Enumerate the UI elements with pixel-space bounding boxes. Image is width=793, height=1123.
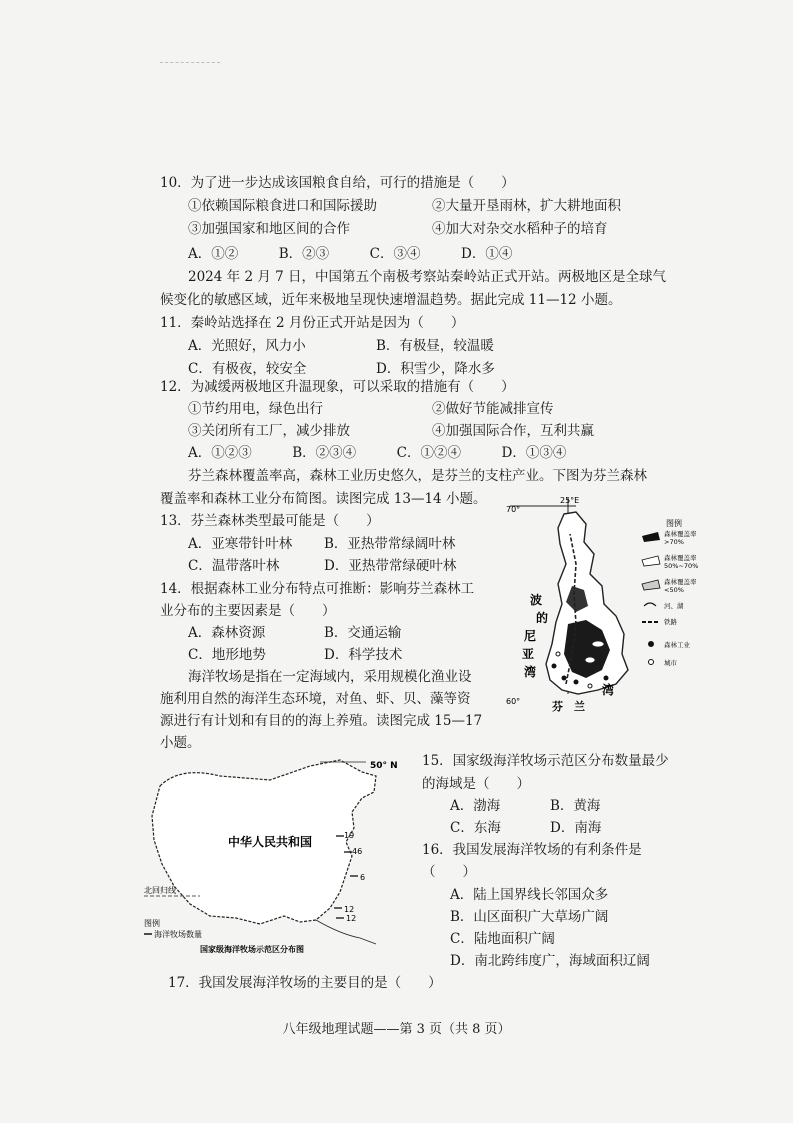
china-legend-label: 海洋牧场数量: [154, 930, 202, 939]
intro-13-14-line1: 芬兰森林覆盖率高，森林工业历史悠久，是芬兰的支柱产业。下图为芬兰森林: [188, 468, 647, 484]
gulf-2-label: 湾: [602, 683, 615, 697]
q11-c: C．有极夜，较安全: [188, 361, 307, 377]
finland-lat-bottom: 60°: [506, 697, 521, 706]
china-map-caption: 国家级海洋牧场示范区分布图: [200, 945, 304, 954]
intro-15-17-line3: 源进行有计划和有目的的海上养殖。读图完成 15—17: [160, 713, 483, 729]
q16-d: D．南北跨纬度广，海域面积辽阔: [450, 953, 650, 969]
intro-11-12-line1: 2024 年 2 月 7 日，中国第五个南极考察站秦岭站正式开站。两极地区是全球气: [188, 269, 666, 285]
finland-country-label: 芬 兰: [552, 700, 585, 713]
q14-b: B．交通运输: [324, 625, 402, 641]
legend-label-city: 城市: [664, 659, 677, 667]
intro-13-14-line2: 覆盖率和森林工业分布简图。读图完成 13—14 小题。: [160, 491, 487, 507]
gulf-char-4: 亚: [522, 647, 535, 661]
q11-b: B．有极昼，较温暖: [376, 338, 494, 354]
q10-opt3: ③加强国家和地区间的合作: [188, 221, 350, 237]
lat-50-label: 50° N: [370, 761, 398, 771]
q11-stem: 11．秦岭站选择在 2 月份正式开站是因为（ ）: [160, 315, 465, 331]
forest-industry-dot: [562, 676, 567, 681]
q15-stem-line1: 15．国家级海洋牧场示范区分布数量最少: [422, 753, 669, 769]
legend-swatch-mid: [642, 556, 660, 566]
q16-a: A．陆上国界线长邻国众多: [450, 887, 609, 903]
finland-legend-title: 图例: [666, 519, 682, 528]
south-sea-outline: [316, 920, 376, 944]
ranch-count-yellow: 46: [352, 847, 363, 856]
q12-choices: A．①②③ B．②③④ C．①②④ D．①③④: [188, 445, 567, 461]
q14-stem-line1: 14．根据森林工业分布特点可推断：影响芬兰森林工: [160, 581, 475, 597]
finland-lon-top: 25°E: [560, 496, 580, 505]
q15-b: B．黄海: [550, 798, 601, 814]
q15-stem-line2: 的海域是（ ）: [422, 776, 530, 792]
legend-label-industry: 森林工业: [664, 641, 690, 649]
ranch-count-bohai: 19: [344, 831, 355, 840]
ranch-count-east: 6: [360, 873, 366, 882]
gulf-char-3: 尼: [524, 629, 537, 643]
q15-d: D．南海: [550, 820, 602, 836]
q12-opt2: ②做好节能减排宣传: [432, 401, 554, 417]
china-country-label: 中华人民共和国: [228, 835, 313, 849]
ranch-count-south-1: 12: [344, 905, 355, 914]
legend-label-high: 森林覆盖率>70%: [664, 530, 697, 546]
gulf-char-5: 湾: [524, 665, 537, 679]
q10-opt4: ④加大对杂交水稻种子的培育: [432, 221, 608, 237]
scan-mark: [160, 62, 220, 66]
legend-swatch-river: [644, 603, 656, 606]
q14-stem-line2: 业分布的主要因素是（ ）: [160, 603, 336, 619]
q15-c: C．东海: [450, 820, 501, 836]
finland-map-legend: [640, 518, 714, 678]
q12-stem: 12．为减缓两极地区升温现象，可以采取的措施有（ ）: [160, 379, 515, 395]
q16-stem-line2: （ ）: [422, 864, 476, 880]
lake: [592, 641, 604, 647]
q16-b: B．山区面积广大草场广阔: [450, 909, 609, 925]
ranch-count-south-2: 12: [346, 914, 357, 923]
page-footer: 八年级地理试题——第 3 页（共 8 页）: [282, 1022, 511, 1037]
q11-d: D．积雪少，降水多: [376, 361, 495, 377]
q14-d: D．科学技术: [324, 647, 403, 663]
q13-stem: 13．芬兰森林类型最可能是（ ）: [160, 513, 380, 529]
q12-opt3: ③关闭所有工厂，减少排放: [188, 423, 350, 439]
q16-stem-line1: 16．我国发展海洋牧场的有利条件是: [422, 842, 642, 858]
city-dot: [588, 684, 592, 688]
q10-stem: 10．为了进一步达成该国粮食自给，可行的措施是（ ）: [160, 175, 515, 191]
lake: [585, 657, 595, 663]
legend-label-river: 河、湖: [664, 602, 684, 610]
intro-15-17-line4: 小题。: [160, 735, 201, 751]
china-legend-title: 图例: [144, 919, 160, 928]
finland-lat-top: 70°: [506, 505, 521, 514]
q16-c: C．陆地面积广阔: [450, 931, 555, 947]
legend-label-railway: 铁路: [664, 618, 677, 626]
q10-opt1: ①依赖国际粮食进口和国际援助: [188, 198, 377, 214]
city-dot: [556, 652, 560, 656]
legend-swatch-low: [642, 580, 660, 590]
legend-swatch-industry: [648, 641, 654, 647]
gulf-char-2: 的: [536, 611, 549, 625]
q14-c: C．地形地势: [188, 647, 266, 663]
intro-15-17-line2: 施利用自然的海洋生态环境，对鱼、虾、贝、藻等资: [160, 691, 471, 707]
legend-swatch-high: [642, 532, 660, 542]
intro-15-17-line1: 海洋牧场是指在一定海域内，采用规模化渔业设: [188, 669, 472, 685]
legend-label-low: 森林覆盖率<50%: [664, 578, 697, 594]
legend-label-mid: 森林覆盖率 50%~70%: [664, 554, 699, 570]
q12-opt1: ①节约用电，绿色出行: [188, 401, 323, 417]
forest-industry-dot: [604, 676, 609, 681]
q13-b: B．亚热带常绿阔叶林: [324, 536, 456, 552]
q13-c: C．温带落叶林: [188, 558, 280, 574]
legend-swatch-city: [649, 660, 654, 665]
q13-a: A．亚寒带针叶林: [188, 536, 293, 552]
tropic-label: 北回归线: [144, 886, 176, 895]
forest-industry-dot: [574, 680, 579, 685]
q15-a: A．渤海: [450, 798, 501, 814]
q14-a: A．森林资源: [188, 625, 266, 641]
q17-stem: 17．我国发展海洋牧场的主要目的是（ ）: [168, 975, 442, 991]
china-marine-ranch-map: [140, 756, 420, 956]
forest-industry-dot: [552, 664, 557, 669]
q10-choices: A．①② B．②③ C．③④ D．①④: [188, 246, 513, 262]
q13-d: D．亚热带常绿硬叶林: [324, 558, 457, 574]
gulf-char-1: 波: [530, 593, 543, 607]
q10-opt2: ②大量开垦雨林，扩大耕地面积: [432, 198, 621, 214]
q11-a: A．光照好，风力小: [188, 338, 306, 354]
intro-11-12-line2: 候变化的敏感区域，近年来极地呈现快速增温趋势。据此完成 11—12 小题。: [160, 292, 622, 308]
q12-opt4: ④加强国际合作，互利共赢: [432, 423, 594, 439]
